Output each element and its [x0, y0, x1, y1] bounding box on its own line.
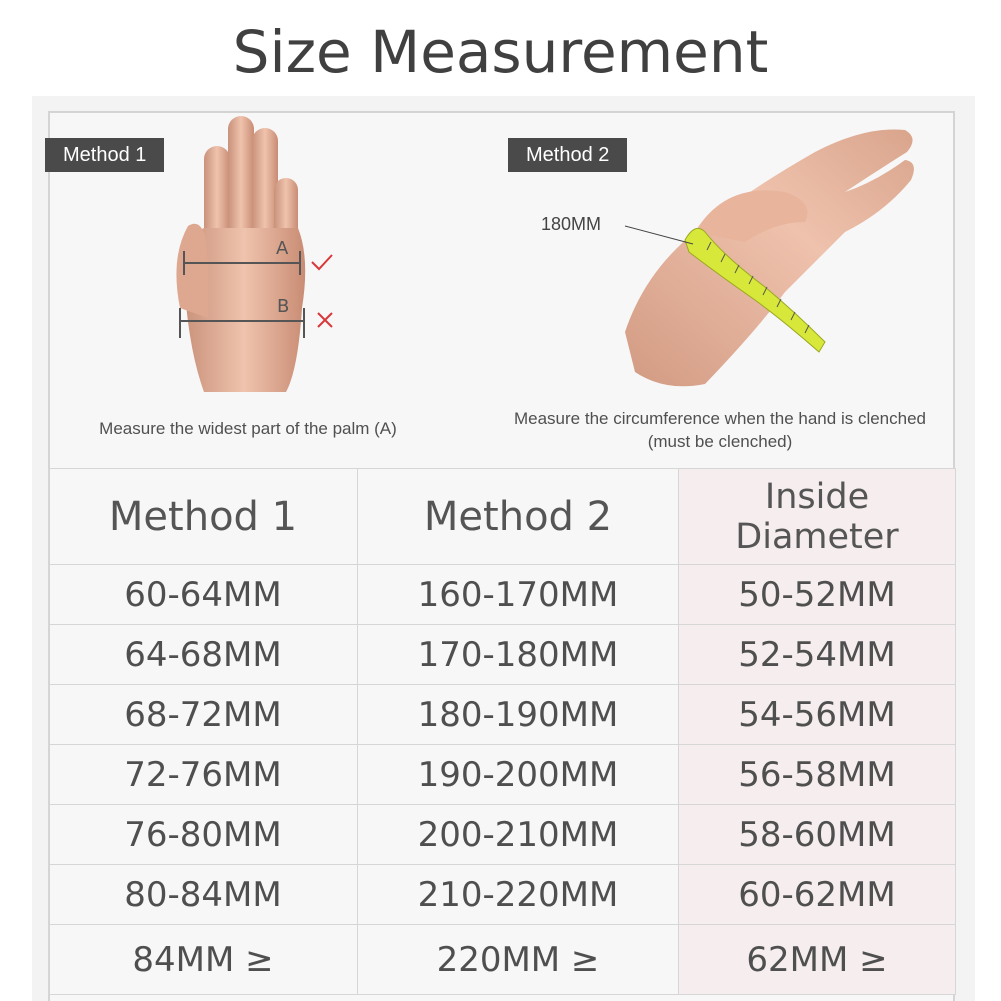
cell-method2: 160-170MM	[358, 565, 679, 625]
size-chart-table	[48, 468, 956, 995]
table-row	[49, 865, 956, 925]
clenched-hand-illustration	[615, 122, 925, 392]
cell-method2: 200-210MM	[358, 805, 679, 865]
cell-method2: 180-190MM	[358, 685, 679, 745]
cross-icon	[316, 311, 334, 329]
method2-tag: Method 2	[508, 138, 627, 172]
table-row	[49, 625, 956, 685]
table-row	[49, 745, 956, 805]
header-method2: Method 2	[358, 469, 679, 565]
cell-method1: 76-80MM	[49, 805, 358, 865]
tape-reading-label: 180MM	[541, 214, 602, 234]
cell-method1: 72-76MM	[49, 745, 358, 805]
cell-method1: 80-84MM	[49, 865, 358, 925]
table-header-row	[49, 469, 956, 565]
cell-inside-diameter: 52-54MM	[679, 625, 956, 685]
cell-inside-diameter: 50-52MM	[679, 565, 956, 625]
cell-method2: 220MM ≥	[358, 925, 679, 995]
cell-method1: 84MM ≥	[49, 925, 358, 995]
cell-inside-diameter: 62MM ≥	[679, 925, 956, 995]
cell-inside-diameter: 54-56MM	[679, 685, 956, 745]
label-b: B	[277, 296, 290, 317]
cell-method1: 60-64MM	[49, 565, 358, 625]
table-row	[49, 805, 956, 865]
label-a: A	[276, 238, 289, 259]
cell-method2: 210-220MM	[358, 865, 679, 925]
size-table	[48, 468, 955, 1001]
cell-method2: 190-200MM	[358, 745, 679, 805]
cell-inside-diameter: 60-62MM	[679, 865, 956, 925]
method2-caption-line2: (must be clenched)	[647, 432, 793, 451]
method1-caption: Measure the widest part of the palm (A)	[99, 419, 397, 438]
header-method1: Method 1	[49, 469, 358, 565]
check-icon	[310, 252, 334, 272]
cell-method1: 64-68MM	[49, 625, 358, 685]
cell-inside-diameter: 56-58MM	[679, 745, 956, 805]
page-title: Size Measurement	[232, 18, 769, 86]
table-row	[49, 685, 956, 745]
table-row	[49, 565, 956, 625]
method2-caption-line1: Measure the circumference when the hand is clenched	[513, 409, 926, 428]
cell-method1: 68-72MM	[49, 685, 358, 745]
cell-inside-diameter: 58-60MM	[679, 805, 956, 865]
cell-method2: 170-180MM	[358, 625, 679, 685]
method1-tag: Method 1	[45, 138, 164, 172]
table-row	[49, 925, 956, 995]
header-inside-diameter: Inside Diameter	[679, 469, 956, 565]
